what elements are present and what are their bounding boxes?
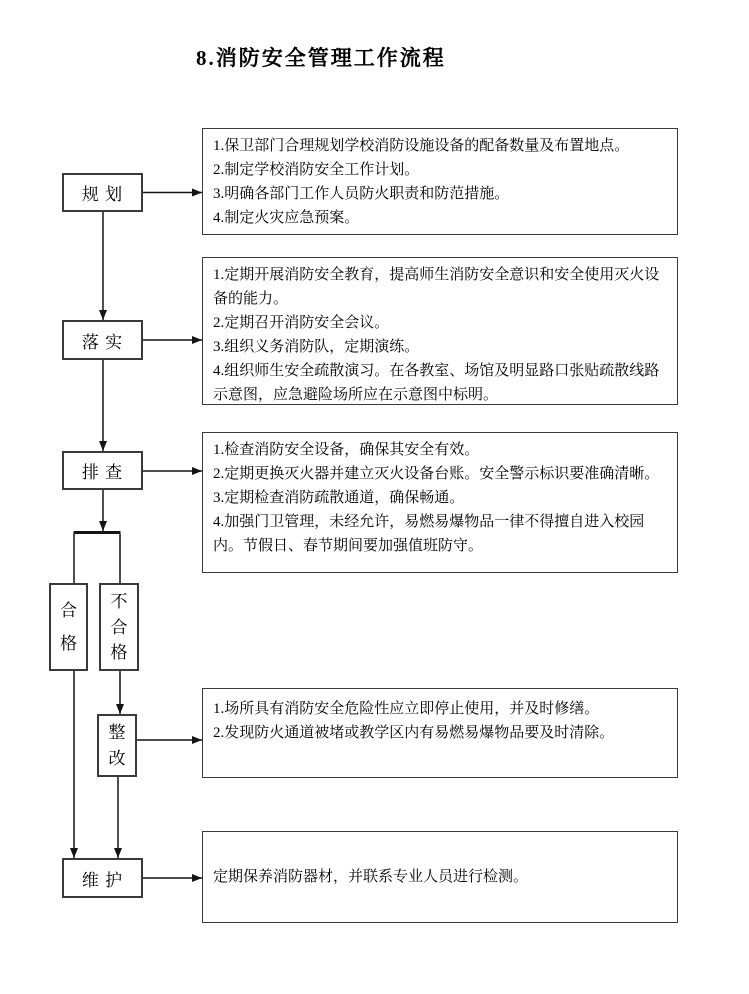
detail-box-maintain <box>202 831 678 923</box>
detail-item: 1.场所具有消防安全危险性应立即停止使用，并及时修缮。 <box>213 701 600 717</box>
detail-box-inspect <box>202 432 678 573</box>
flow-box-unqualified: 不 合 格 <box>99 583 139 671</box>
flow-box-implement-label: 落 实 <box>81 332 124 352</box>
detail-item: 2.发现防火通道被堵或教学区内有易燃易爆物品要及时清除。 <box>213 725 615 741</box>
detail-item: 4.组织师生安全疏散演习。在各教室、场馆及明显路口张贴疏散线路示意图，应急避险场所应在示意图中标明。 <box>213 363 660 403</box>
detail-item: 4.制定火灾应急预案。 <box>213 210 360 226</box>
detail-item: 1.定期开展消防安全教育，提高师生消防安全意识和安全使用灭火设备的能力。 <box>213 267 660 307</box>
detail-item: 3.定期检查消防疏散通道，确保畅通。 <box>213 490 465 506</box>
detail-item: 1.保卫部门合理规划学校消防设施设备的配备数量及布置地点。 <box>213 138 630 154</box>
detail-box-plan <box>202 128 678 235</box>
detail-item: 3.组织义务消防队，定期演练。 <box>213 339 420 355</box>
detail-item: 4.加强门卫管理，未经允许，易燃易爆物品一律不得擅自进入校园内。节假日、春节期间要加强值班防守。 <box>213 514 645 554</box>
flow-box-qualified: 合 格 <box>49 583 88 671</box>
flow-box-maintain <box>62 858 143 898</box>
detail-box-implement <box>202 257 678 405</box>
flow-box-plan <box>62 173 143 212</box>
flow-box-rectify: 整 改 <box>97 714 137 777</box>
flow-box-implement <box>62 320 143 360</box>
detail-item: 1.检查消防安全设备，确保其安全有效。 <box>213 442 480 458</box>
detail-item: 定期保养消防器材，并联系专业人员进行检测。 <box>213 869 529 885</box>
flow-box-inspect <box>62 451 143 490</box>
flow-box-maintain-label: 维 护 <box>81 870 124 890</box>
flow-box-plan-label: 规 划 <box>81 185 124 204</box>
detail-box-rectify <box>202 688 678 778</box>
detail-item: 2.制定学校消防安全工作计划。 <box>213 162 420 178</box>
detail-item: 2.定期召开消防安全会议。 <box>213 315 390 331</box>
detail-item: 3.明确各部门工作人员防火职责和防范措施。 <box>213 186 510 202</box>
detail-item: 2.定期更换灭火器并建立灭火设备台账。安全警示标识要准确清晰。 <box>213 466 660 482</box>
page-title: 8.消防安全管理工作流程 <box>196 46 446 70</box>
flow-box-inspect-label: 排 查 <box>81 463 124 482</box>
